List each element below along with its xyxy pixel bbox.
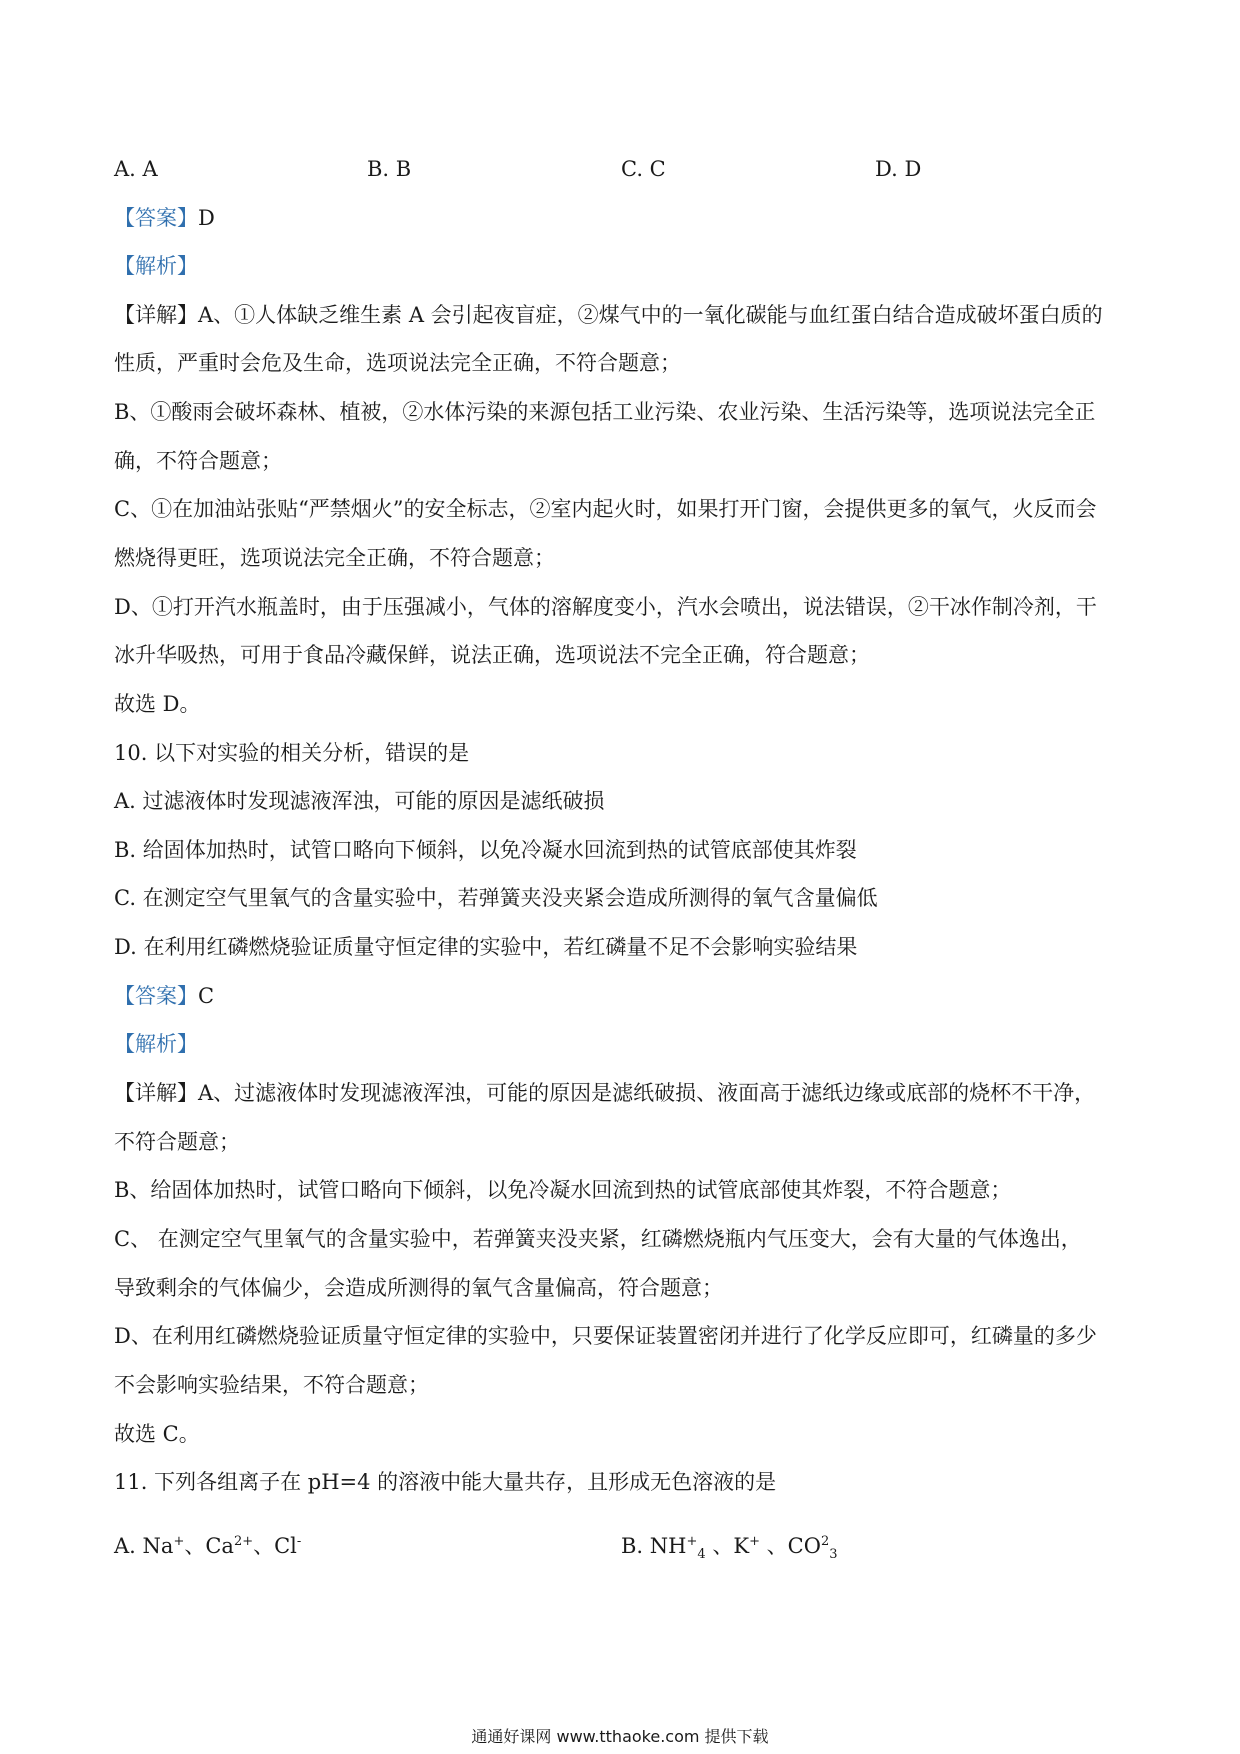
charge: - xyxy=(296,1534,302,1549)
separator: 、 xyxy=(184,1534,206,1558)
q10-analysis-tag: 【解析】 xyxy=(114,1032,198,1056)
option-b: B. B xyxy=(367,157,412,181)
ion-potassium: K xyxy=(733,1534,750,1558)
q9-detail-line: 燃烧得更旺，选项说法完全正确，不符合题意； xyxy=(114,546,555,570)
ion-ammonium: NH xyxy=(649,1534,687,1558)
prev-question-options xyxy=(0,154,1240,184)
charge: + xyxy=(749,1534,760,1549)
charge: 2+ xyxy=(233,1534,254,1549)
ion-chloride: Cl xyxy=(274,1534,297,1558)
subscript: 3 xyxy=(829,1547,838,1563)
q9-detail-line: 【详解】A、①人体缺乏维生素 A 会引起夜盲症，②煤气中的一氧化碳能与血红蛋白结合造成破坏蛋白质的 xyxy=(114,303,1103,327)
separator: 、 xyxy=(705,1534,734,1558)
answer-value: C xyxy=(198,984,215,1008)
ion-carbonate: CO xyxy=(787,1534,821,1558)
page-footer: 通通好课网 www.tthaoke.com 提供下载 xyxy=(471,1727,769,1746)
q9-detail-line: D、①打开汽水瓶盖时，由于压强减小，气体的溶解度变小，汽水会喷出，说法错误，②干冰作制冷剂，干 xyxy=(114,595,1097,619)
answer-value: D xyxy=(198,206,215,230)
q10-option: B. 给固体加热时，试管口略向下倾斜，以免冷凝水回流到热的试管底部使其炸裂 xyxy=(114,838,857,862)
ion-calcium: Ca xyxy=(205,1534,234,1558)
q10-detail-line: C、 在测定空气里氧气的含量实验中，若弹簧夹没夹紧，红磷燃烧瓶内气压变大，会有大量的气体逸出， xyxy=(114,1227,1082,1251)
q9-analysis-tag: 【解析】 xyxy=(114,254,198,278)
q10-detail-line: 导致剩余的气体偏少，会造成所测得的氧气含量偏高，符合题意； xyxy=(114,1276,723,1300)
q10-conclusion: 故选 C。 xyxy=(114,1422,200,1446)
q10-detail-line: B、给固体加热时，试管口略向下倾斜，以免冷凝水回流到热的试管底部使其炸裂，不符合题意； xyxy=(114,1178,1012,1202)
q10-detail-line: D、在利用红磷燃烧验证质量守恒定律的实验中，只要保证装置密闭并进行了化学反应即可，红磷量的多少 xyxy=(114,1324,1097,1348)
option-c: C. C xyxy=(621,157,666,181)
q9-detail-line: 性质，严重时会危及生命，选项说法完全正确，不符合题意； xyxy=(114,351,681,375)
option-a: A. A xyxy=(114,157,158,181)
q10-detail-line: 【详解】A、过滤液体时发现滤液浑浊，可能的原因是滤纸破损、液面高于滤纸边缘或底部的烧杯不干净， xyxy=(114,1081,1096,1105)
q11-option-b xyxy=(621,1531,838,1561)
q10-option: C. 在测定空气里氧气的含量实验中，若弹簧夹没夹紧会造成所测得的氧气含量偏低 xyxy=(114,886,878,910)
answer-tag: 【答案】 xyxy=(114,984,198,1008)
q10-stem: 10. 以下对实验的相关分析，错误的是 xyxy=(114,741,470,765)
q9-detail-line: 冰升华吸热，可用于食品冷藏保鲜，说法正确，选项说法不完全正确，符合题意； xyxy=(114,643,870,667)
charge: + xyxy=(686,1534,698,1549)
ion-sodium: Na xyxy=(142,1534,174,1558)
q10-detail-line: 不符合题意； xyxy=(114,1130,240,1154)
q11-option-a xyxy=(114,1531,301,1561)
option-d: D. D xyxy=(875,157,922,181)
q9-conclusion: 故选 D。 xyxy=(114,692,201,716)
q10-option: A. 过滤液体时发现滤液浑浊，可能的原因是滤纸破损 xyxy=(114,789,605,813)
separator: 、 xyxy=(253,1534,275,1558)
q11-stem: 11. 下列各组离子在 pH=4 的溶液中能大量共存，且形成无色溶液的是 xyxy=(114,1470,777,1494)
charge: 2 xyxy=(820,1534,830,1549)
q9-answer xyxy=(114,203,215,233)
separator: 、 xyxy=(759,1534,788,1558)
q10-detail-line: 不会影响实验结果，不符合题意； xyxy=(114,1373,429,1397)
q9-detail-line: 确，不符合题意； xyxy=(114,449,282,473)
charge: + xyxy=(173,1534,185,1549)
subscript: 4 xyxy=(697,1547,706,1563)
option-label: A. xyxy=(114,1534,143,1558)
answer-tag: 【答案】 xyxy=(114,206,198,230)
q9-detail-line: B、①酸雨会破坏森林、植被，②水体污染的来源包括工业污染、农业污染、生活污染等，选项说法完全正 xyxy=(114,400,1096,424)
q9-detail-line: C、①在加油站张贴“严禁烟火”的安全标志，②室内起火时，如果打开门窗，会提供更多的氧气，火反而会 xyxy=(114,497,1097,521)
q10-option: D. 在利用红磷燃烧验证质量守恒定律的实验中，若红磷量不足不会影响实验结果 xyxy=(114,935,858,959)
q10-answer xyxy=(114,981,214,1011)
option-label: B. xyxy=(621,1534,650,1558)
